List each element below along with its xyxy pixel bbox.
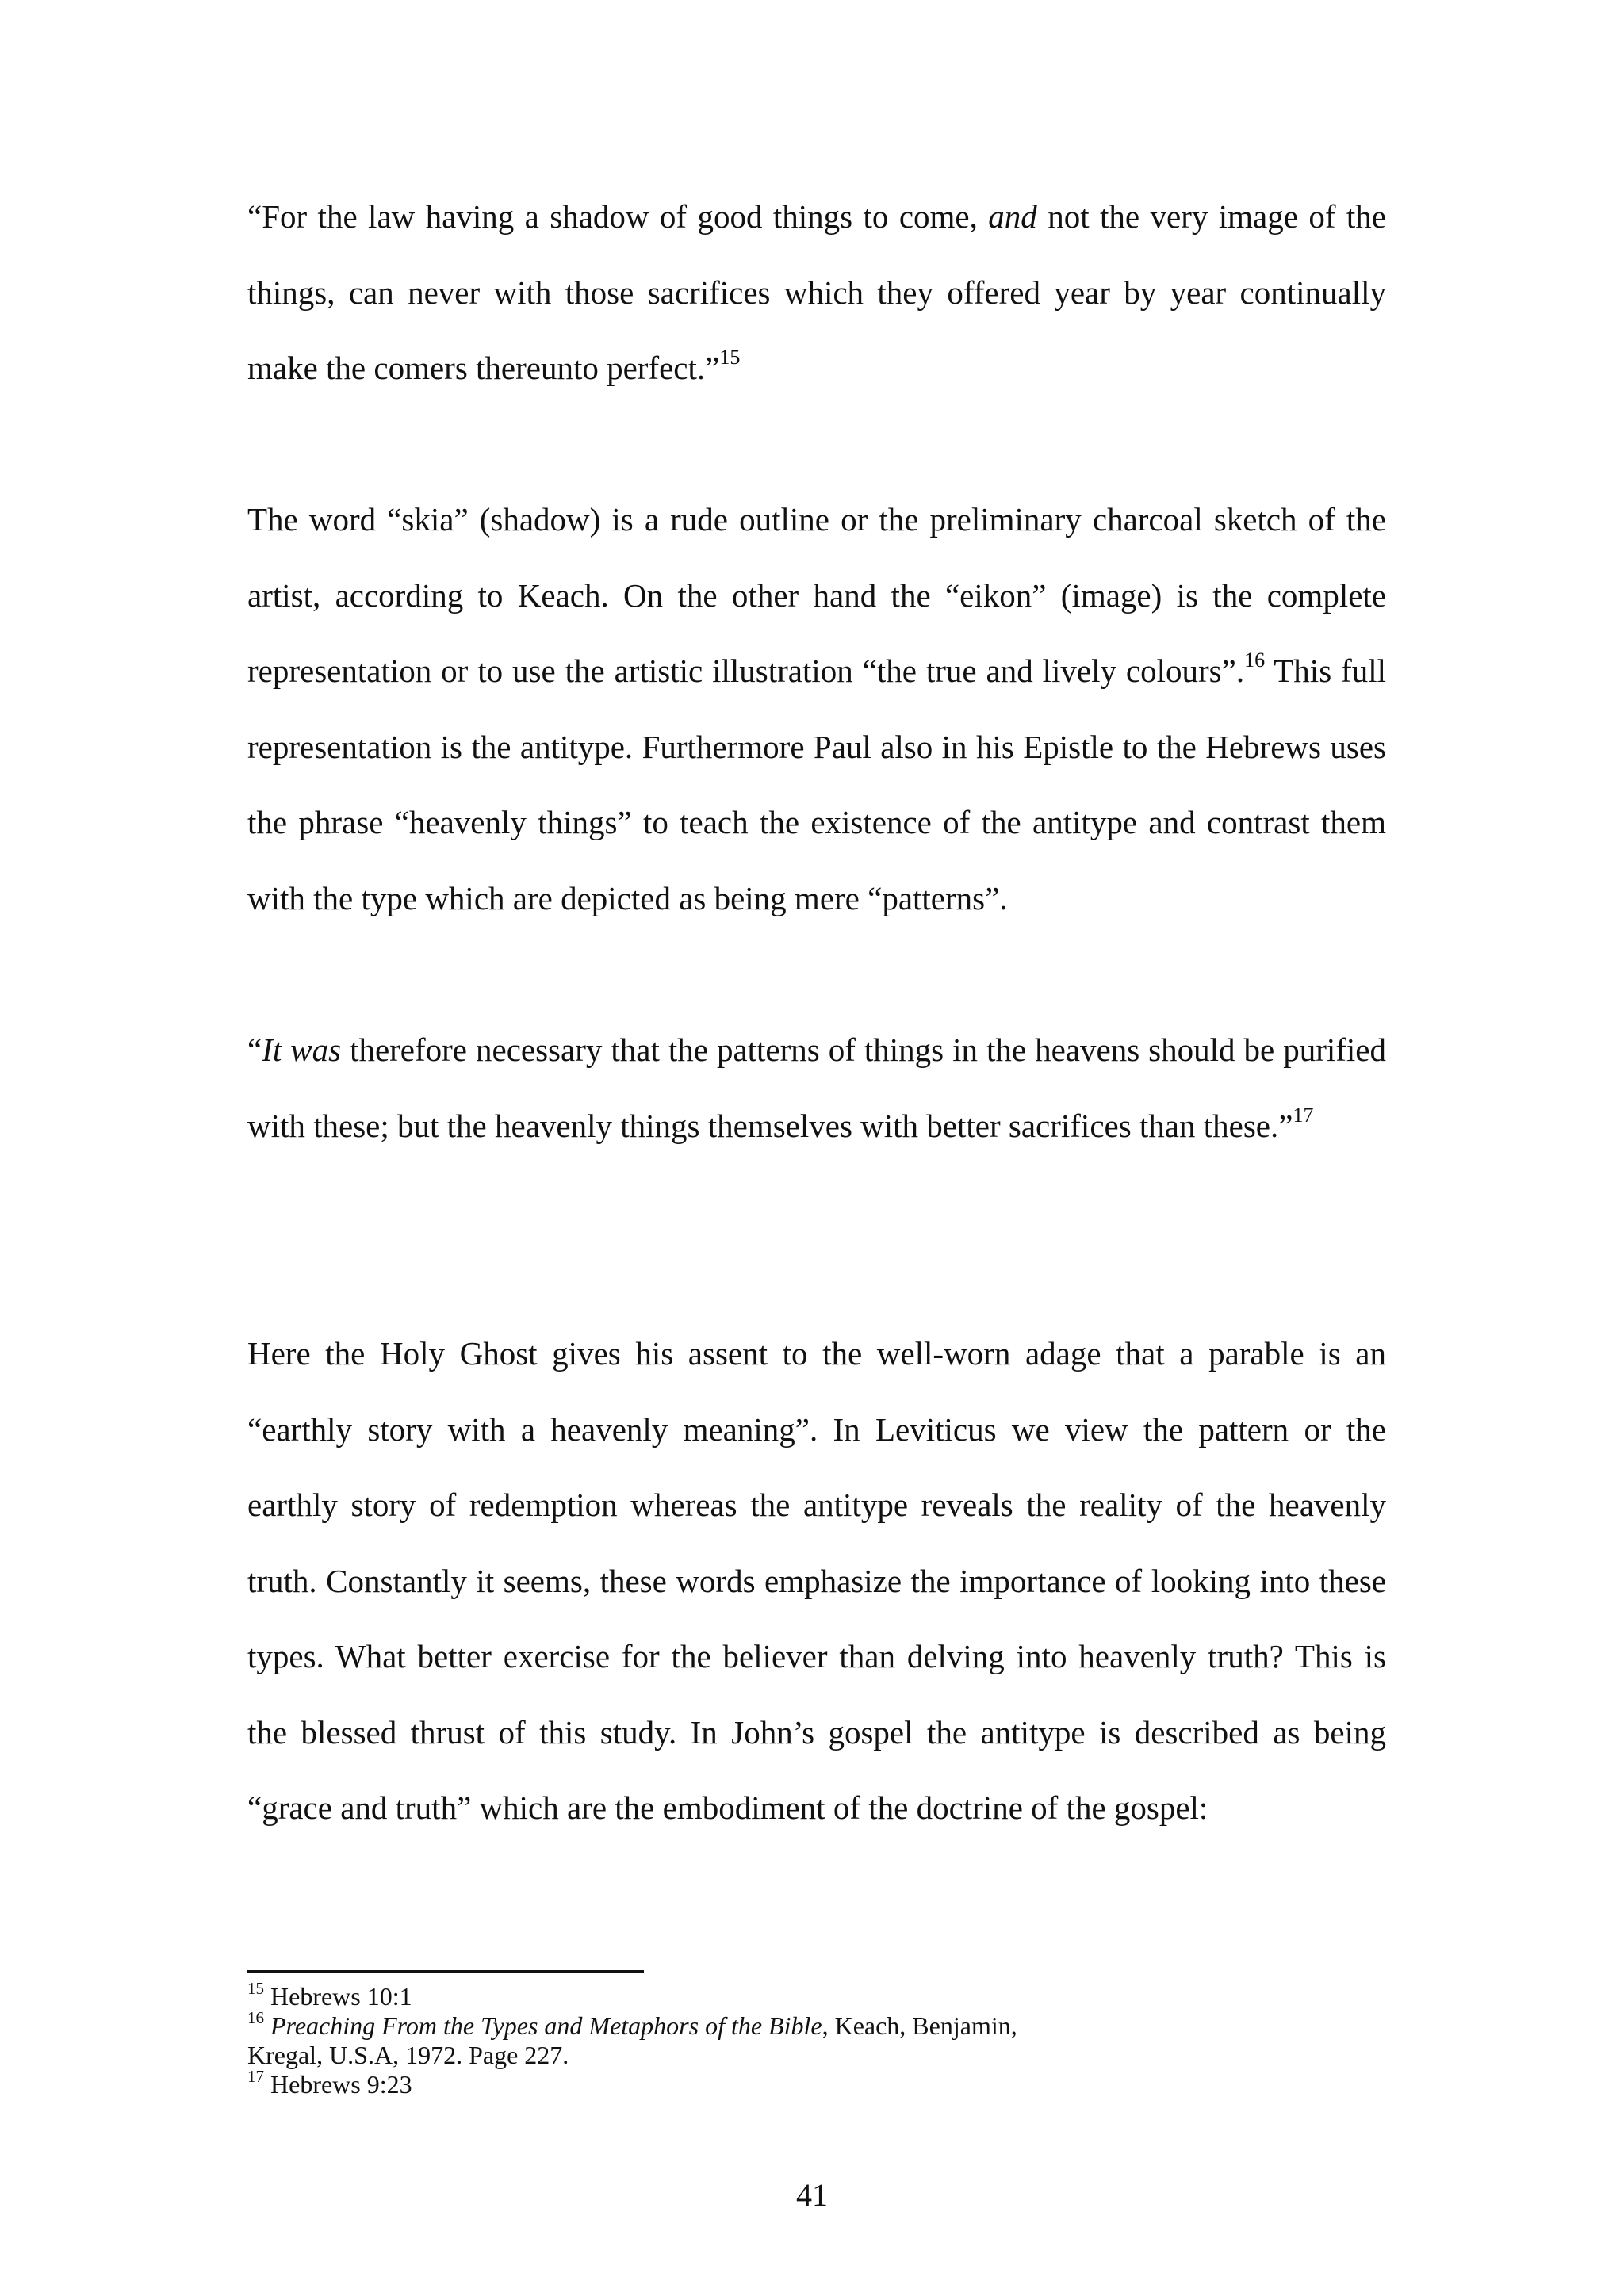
footnote-ref: 15 (247, 1979, 264, 1999)
paragraph-heavenly-meaning (247, 1316, 1386, 1846)
footnotes (247, 1979, 1199, 2099)
footnote-16 (247, 2008, 1199, 2070)
quote-hebrews-9-23 (247, 1012, 1386, 1164)
text-run: This full representation is the antitype. Furthermore Paul also in his Epistle to the Hebrews uses the phrase “heavenly things” to teach the existence of the antitype and contrast them with the type which are depicted as being mere “patterns”. (247, 652, 1386, 916)
text-run: not the very image of the things, can never with those sacrifices which they offered year by year continually make the comers thereunto perfect.” (247, 198, 1386, 386)
italic-text: and (988, 198, 1037, 235)
footnote-15 (247, 1979, 1199, 2011)
text-run: therefore necessary that the patterns of things in the heavens should be purified with these; but the heavenly things themselves with better sacrifices than these.” (247, 1031, 1386, 1144)
footnote-ref: 17 (1293, 1103, 1314, 1127)
text-run: The word “skia” (shadow) is a rude outline or the preliminary charcoal sketch of the artist, according to Keach. On the other hand the “eikon” (image) is the complete representation or to use the artistic illustration “the true and lively colours”. (247, 501, 1386, 689)
footnote-17 (247, 2067, 1199, 2099)
footnote-ref: 17 (247, 2067, 264, 2087)
paragraph-skia-eikon (247, 482, 1386, 936)
footnote-ref: 16 (1244, 649, 1266, 672)
footnote-ref: 16 (247, 2008, 264, 2028)
text-run: , Keach, Benjamin, (822, 2011, 1017, 2040)
text-run: “For the law having a shadow of good things to come, (247, 198, 989, 235)
page-number: 41 (796, 2177, 828, 2213)
footnote-ref: 15 (719, 346, 741, 369)
italic-text: Preaching From the Types and Metaphors of the Bible (270, 2011, 822, 2040)
text-run: Hebrews 9:23 (264, 2070, 412, 2099)
text-run: “ (247, 1031, 262, 1068)
italic-text: It was (262, 1031, 342, 1068)
text-run (264, 2011, 270, 2040)
text-run: Kregal, U.S.A, 1972. Page 227. (247, 2041, 569, 2069)
text-run: Here the Holy Ghost gives his assent to the well-worn adage that a parable is an “earthly story with a heavenly meaning”. In Leviticus we view the pattern or the earthly story of redemption whereas the antitype reveals the reality of the heavenly truth. Constantly it seems, these words emphasize the importance of looking into these types. What better exercise for the believer than delving into heavenly truth? This is the blessed thrust of this study. In John’s gospel the antitype is described as being “grace and truth” which are the embodiment of the doctrine of the gospel: (247, 1335, 1386, 1826)
quote-hebrews-10-1 (247, 179, 1386, 407)
text-run: Hebrews 10:1 (264, 1982, 412, 2011)
footnote-separator (247, 1970, 644, 1973)
